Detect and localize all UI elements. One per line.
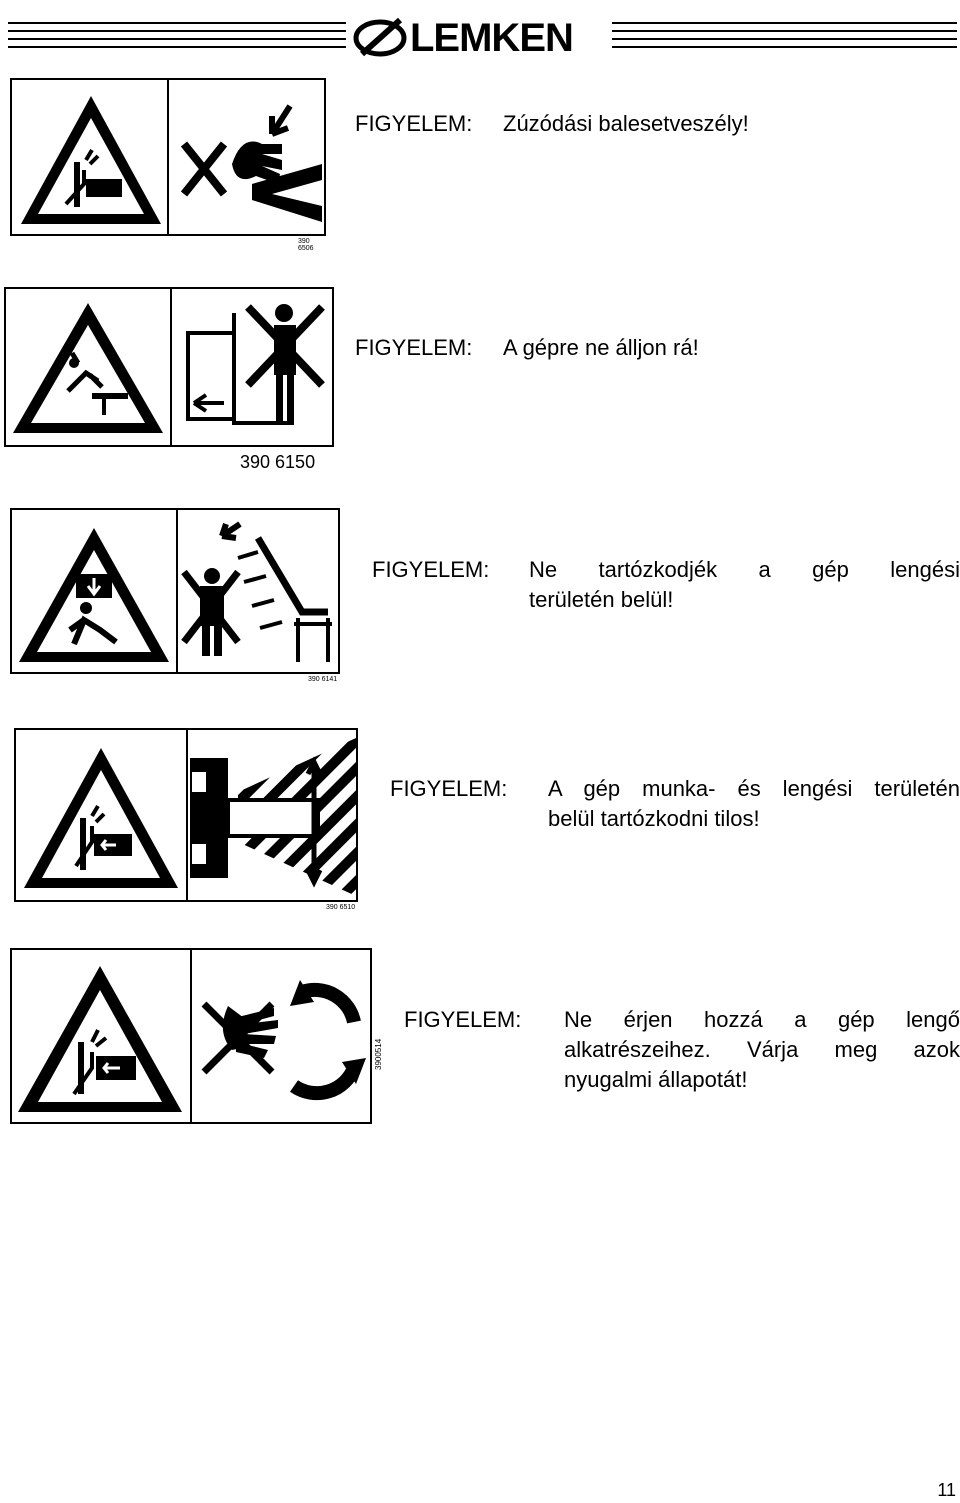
sign-code: 390 6150	[240, 452, 316, 472]
page-number: 11	[937, 1480, 956, 1500]
header-rule-right	[612, 22, 957, 48]
sign-code: 390 6506	[298, 238, 314, 252]
page-header	[0, 0, 960, 70]
sign-code: 390 6510	[326, 904, 356, 911]
warning-sign-5	[10, 948, 383, 1124]
warning-triangle-icon	[16, 84, 166, 234]
warning-line: nyugalmi állapotát!	[564, 1067, 748, 1092]
warning-triangle-icon	[18, 738, 184, 898]
warning-label: FIGYELEM:	[404, 1007, 522, 1032]
warning-line: Zúzódási balesetveszély!	[503, 111, 749, 136]
swing-area-icon	[178, 512, 340, 672]
warning-line: területén belül!	[529, 587, 674, 612]
warning-line: A gép munka- és lengési területén	[548, 776, 960, 801]
sign-code: 390 6141	[308, 676, 338, 683]
warning-line: Ne érjen hozzá a gép lengő	[564, 1007, 960, 1032]
brand-name: LEMKEN	[410, 16, 573, 60]
warning-label: FIGYELEM:	[390, 776, 508, 801]
sign-code: 3900514	[374, 1038, 383, 1070]
warning-triangle-icon	[12, 956, 188, 1122]
swing-area-icon	[188, 732, 360, 902]
lemken-emblem-icon	[352, 14, 408, 62]
no-standing-icon	[174, 293, 334, 443]
warning-label: FIGYELEM:	[372, 557, 490, 582]
brand-logo	[352, 14, 610, 62]
warning-sign-3	[10, 508, 340, 683]
warning-sign-2	[4, 287, 334, 472]
warning-line: A gépre ne álljon rá!	[503, 335, 699, 360]
rotating-parts-icon	[194, 952, 372, 1122]
warning-line: belül tartózkodni tilos!	[548, 806, 760, 831]
warning-sign-1	[10, 78, 326, 252]
warning-sign-4	[14, 728, 358, 911]
header-rule-left	[8, 22, 346, 48]
warning-label: FIGYELEM:	[355, 335, 473, 360]
crush-hand-icon	[172, 84, 326, 234]
warning-triangle-icon	[14, 520, 174, 670]
warning-line: alkatrészeihez. Várja meg azok	[564, 1037, 960, 1062]
warning-label: FIGYELEM:	[355, 111, 473, 136]
warning-line: Ne tartózkodjék a gép lengési	[529, 557, 960, 582]
warning-triangle-icon	[8, 293, 168, 443]
